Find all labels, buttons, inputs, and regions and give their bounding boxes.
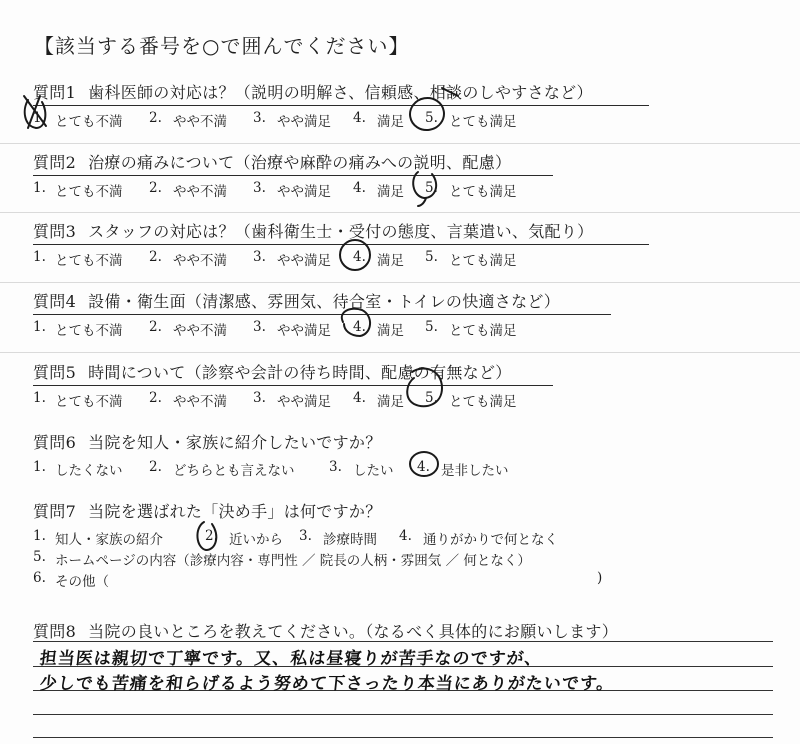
question-text: 時間について（診察や会計の待ち時間、配慮の有無など） <box>88 363 512 382</box>
option-num[interactable]: 4. <box>399 528 412 544</box>
option-num[interactable]: 1. <box>33 249 46 265</box>
options-row <box>33 249 649 269</box>
question-text: 当院を選ばれた「決め手」は何ですか？ <box>88 502 382 521</box>
option-num[interactable]: 5. <box>425 390 438 406</box>
question-4 <box>33 289 611 339</box>
option-label[interactable]: 満足 <box>377 394 404 410</box>
answer-rule <box>33 714 773 715</box>
question-1 <box>33 80 649 130</box>
option-label[interactable]: とても不満 <box>55 323 123 339</box>
handwritten-answer-line-2[interactable]: 少しでも苦痛を和らげるよう努めて下さったり本当にありがたいです。 <box>38 674 616 694</box>
options-row <box>33 110 649 130</box>
question-2-heading <box>33 150 553 176</box>
divider <box>0 212 800 213</box>
option-num[interactable]: 2. <box>149 459 162 475</box>
option-label[interactable]: とても不満 <box>55 253 123 269</box>
option-label[interactable]: やや満足 <box>277 184 331 200</box>
answer-rule <box>33 641 773 642</box>
option-num[interactable]: 1. <box>33 180 46 196</box>
question-label: 質問6 <box>33 433 77 452</box>
option-num[interactable]: 4. <box>353 110 366 126</box>
option-num[interactable]: 4. <box>353 180 366 196</box>
option-num[interactable]: 5. <box>425 110 438 126</box>
question-label: 質問7 <box>33 502 77 521</box>
option-num[interactable]: 6. <box>33 570 46 586</box>
question-6 <box>33 430 509 479</box>
option-num[interactable]: 3. <box>299 528 312 544</box>
options-row <box>33 570 603 591</box>
option-label[interactable]: 満足 <box>377 253 404 269</box>
question-4-heading <box>33 289 611 315</box>
option-num[interactable]: 5. <box>33 549 46 565</box>
answer-rule <box>33 737 773 738</box>
question-label: 質問1 <box>33 83 77 102</box>
option-label[interactable]: 満足 <box>377 114 404 130</box>
option-label[interactable]: とても不満 <box>55 114 123 130</box>
option-num[interactable]: 1. <box>33 110 46 126</box>
option-label[interactable]: 是非したい <box>441 463 509 479</box>
option-label[interactable]: その他（ <box>55 574 109 590</box>
options-row <box>33 549 531 570</box>
option-num[interactable]: 1. <box>33 459 46 475</box>
question-text: 治療の痛みについて（治療や麻酔の痛みへの説明、配慮） <box>88 153 512 172</box>
question-5-heading <box>33 360 553 386</box>
option-num[interactable]: 1. <box>33 319 46 335</box>
other-close-paren: ) <box>597 570 603 586</box>
option-num[interactable]: 5. <box>425 319 438 335</box>
options-row <box>33 459 509 479</box>
handwritten-answer-line-1[interactable]: 担当医は親切で丁寧です。又、私は昼寝りが苦手なのですが、 <box>38 649 544 669</box>
question-text: 当院を知人・家族に紹介したいですか？ <box>88 433 382 452</box>
question-label: 質問8 <box>33 622 77 641</box>
question-7 <box>33 499 603 591</box>
option-label[interactable]: やや不満 <box>173 184 227 200</box>
question-1-heading <box>33 80 649 106</box>
option-label[interactable]: やや不満 <box>173 394 227 410</box>
option-num[interactable]: 1. <box>33 528 46 544</box>
option-num[interactable]: 4. <box>353 319 366 335</box>
option-num[interactable]: 3. <box>253 390 266 406</box>
option-num[interactable]: 2. <box>149 319 162 335</box>
question-text: 歯科医師の対応は？（説明の明解さ、信頼感、相談のしやすさなど） <box>88 83 593 102</box>
question-label: 質問3 <box>33 222 77 241</box>
option-label[interactable]: 診療時間 <box>323 532 377 548</box>
divider <box>0 352 800 353</box>
question-label: 質問4 <box>33 292 77 311</box>
option-num[interactable]: 3. <box>329 459 342 475</box>
option-label[interactable]: とても不満 <box>55 394 123 410</box>
option-label[interactable]: したい <box>353 463 394 479</box>
question-text: 設備・衛生面（清潔感、雰囲気、待合室・トイレの快適さなど） <box>88 292 560 311</box>
option-label[interactable]: とても満足 <box>449 394 517 410</box>
option-num[interactable]: 2. <box>149 180 162 196</box>
options-row <box>33 180 553 200</box>
question-6-heading <box>33 430 382 455</box>
divider <box>0 143 800 144</box>
option-num[interactable]: 2. <box>149 249 162 265</box>
option-label[interactable]: やや不満 <box>173 323 227 339</box>
option-num[interactable]: 4. <box>353 390 366 406</box>
question-5 <box>33 360 553 410</box>
option-num[interactable]: 4. <box>417 459 430 475</box>
option-num[interactable]: 3. <box>253 180 266 196</box>
option-num[interactable]: 3. <box>253 249 266 265</box>
option-label[interactable]: とても満足 <box>449 114 517 130</box>
option-label[interactable]: どちらとも言えない <box>173 463 295 479</box>
question-label: 質問5 <box>33 363 77 382</box>
option-num[interactable]: 4. <box>353 249 366 265</box>
option-label[interactable]: やや満足 <box>277 114 331 130</box>
option-label[interactable]: やや満足 <box>277 394 331 410</box>
question-3-heading <box>33 219 649 245</box>
option-label[interactable]: とても満足 <box>449 184 517 200</box>
divider <box>0 282 800 283</box>
option-label[interactable]: とても不満 <box>55 184 123 200</box>
option-label[interactable]: とても満足 <box>449 253 517 269</box>
question-2 <box>33 150 553 200</box>
question-text: スタッフの対応は？（歯科衛生士・受付の態度、言葉遣い、気配り） <box>88 222 594 241</box>
option-label[interactable]: 満足 <box>377 323 404 339</box>
options-row <box>33 390 553 410</box>
option-label[interactable]: 知人・家族の紹介 <box>55 532 163 548</box>
options-row <box>33 528 558 549</box>
option-num[interactable]: 2. <box>149 390 162 406</box>
option-num[interactable]: 5. <box>425 249 438 265</box>
option-label[interactable]: とても満足 <box>449 323 517 339</box>
option-label[interactable]: 近いから <box>229 532 283 548</box>
option-label[interactable]: したくない <box>55 463 123 479</box>
option-label[interactable]: ホームページの内容（診療内容・専門性 ／ 院長の人柄・雰囲気 ／ 何となく） <box>55 553 531 569</box>
option-label[interactable]: 通りがかりで何となく <box>423 532 558 548</box>
option-label[interactable]: やや満足 <box>277 323 331 339</box>
option-num[interactable]: 2. <box>205 528 218 544</box>
option-num[interactable]: 3. <box>253 110 266 126</box>
option-num[interactable]: 5. <box>425 180 438 196</box>
question-7-heading <box>33 499 382 524</box>
question-3 <box>33 219 649 269</box>
question-text: 当院の良いところを教えてください。（なるべく具体的にお願いします） <box>88 622 618 641</box>
option-num[interactable]: 3. <box>253 319 266 335</box>
option-label[interactable]: やや不満 <box>173 114 227 130</box>
option-label[interactable]: 満足 <box>377 184 404 200</box>
option-num[interactable]: 1. <box>33 390 46 406</box>
options-row <box>33 319 611 339</box>
question-label: 質問2 <box>33 153 77 172</box>
option-label[interactable]: やや満足 <box>277 253 331 269</box>
option-label[interactable]: やや不満 <box>173 253 227 269</box>
page-title: 【該当する番号を○で囲んでください】 <box>34 34 410 58</box>
option-num[interactable]: 2. <box>149 110 162 126</box>
